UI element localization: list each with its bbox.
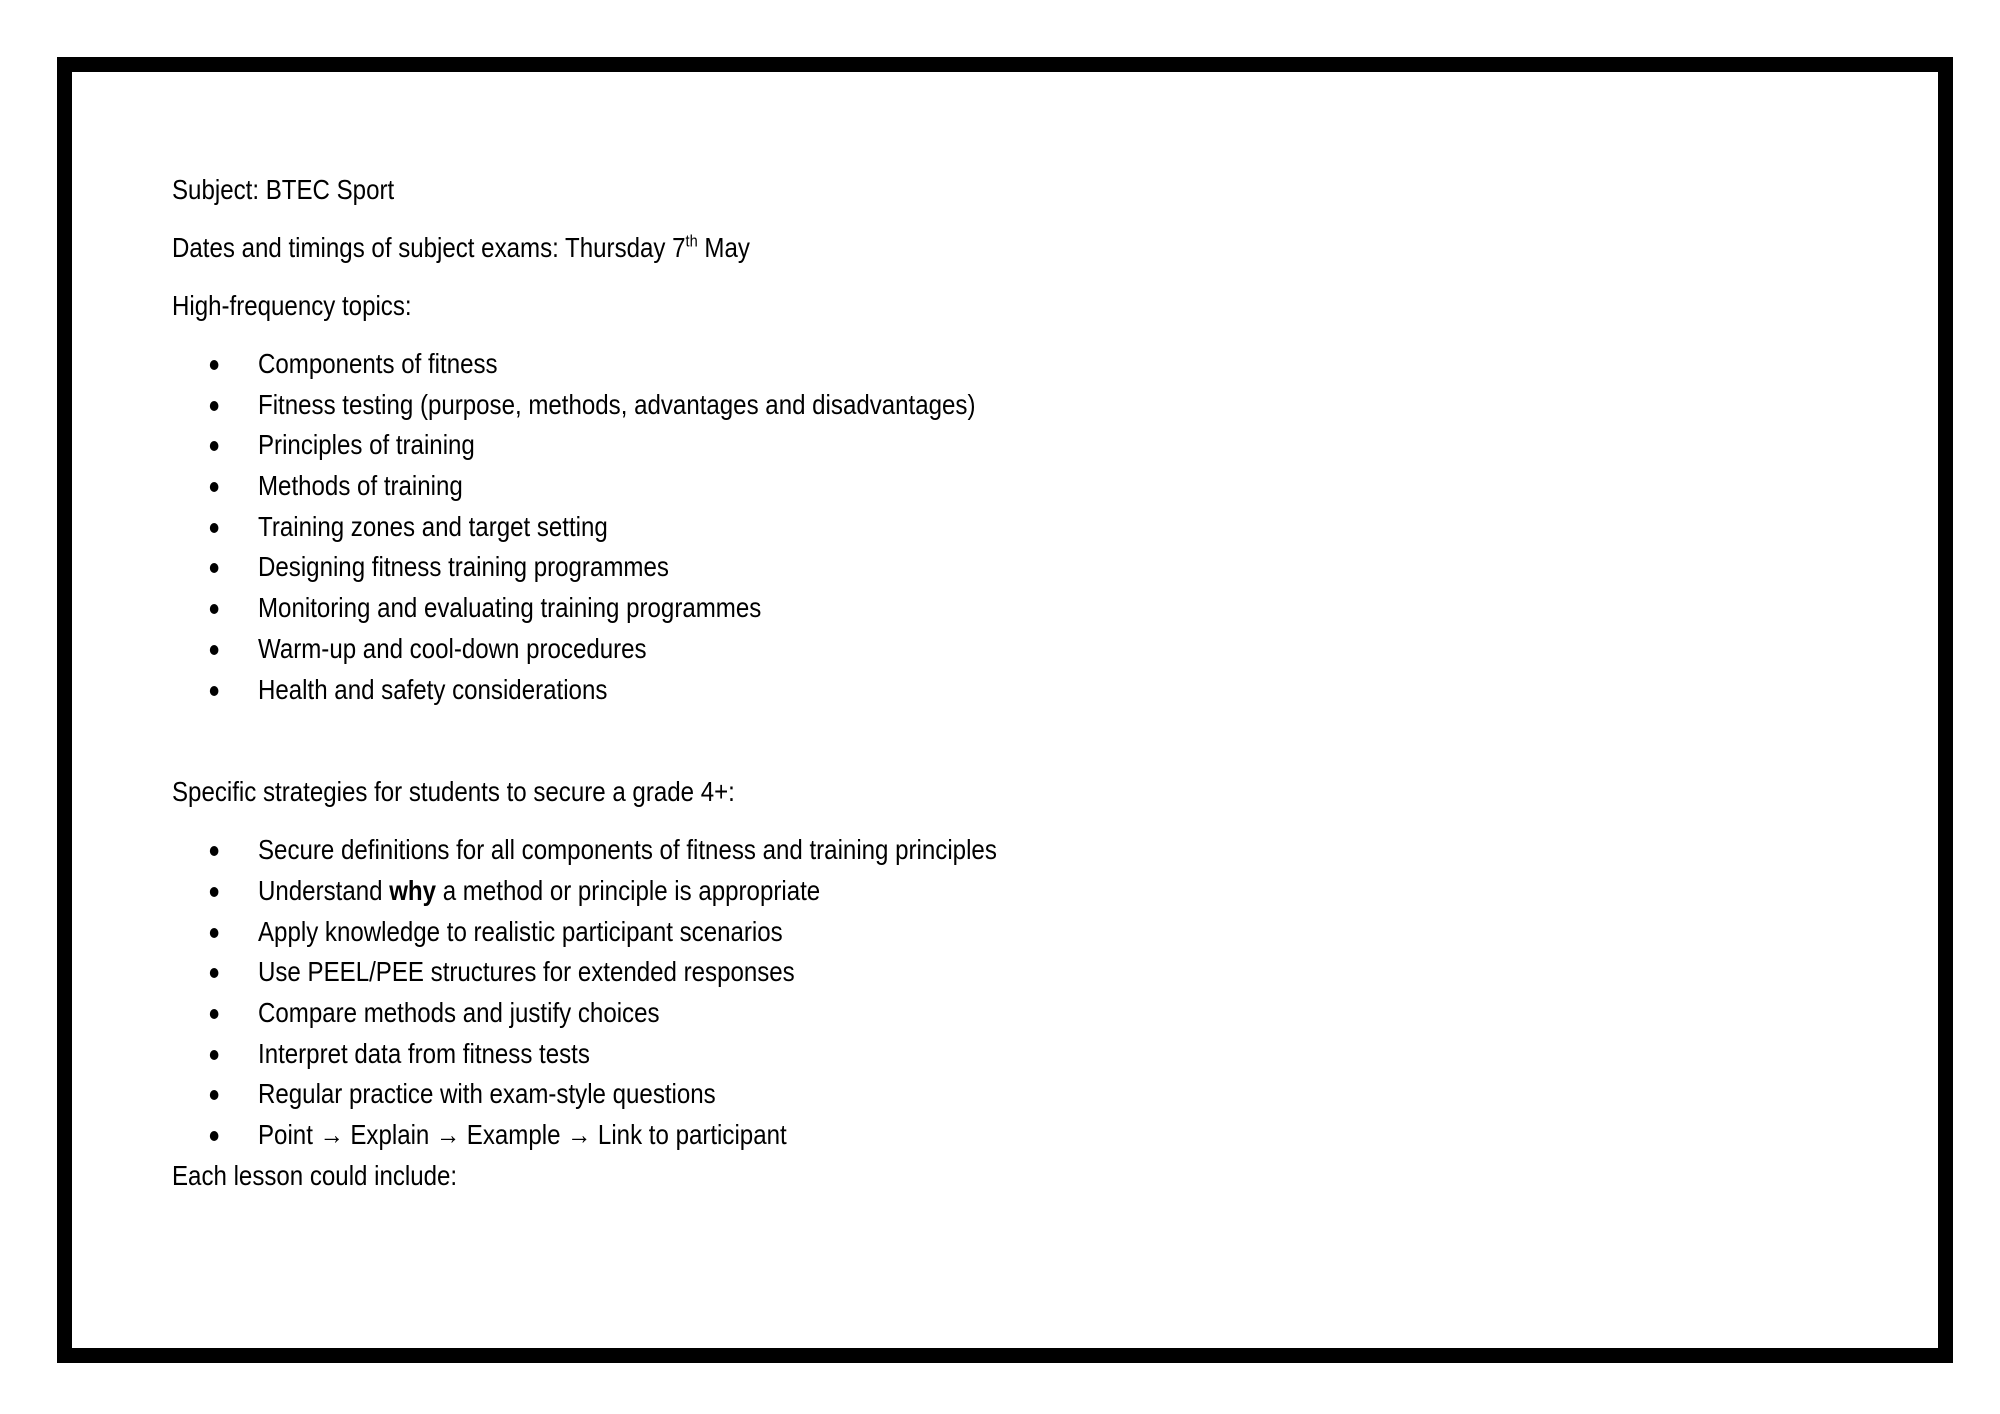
list-item: Designing fitness training programmes — [172, 547, 1634, 588]
bullet-icon — [210, 1131, 219, 1141]
section-spacer — [172, 710, 1634, 772]
list-item: Secure definitions for all components of fitness and training principles — [172, 830, 1634, 871]
list-item: Methods of training — [172, 466, 1634, 507]
emphasis-why: why — [389, 874, 437, 906]
list-item: Understand why a method or principle is appropriate — [172, 871, 1634, 912]
bullet-icon — [210, 846, 219, 856]
strategies-list — [172, 830, 1634, 1156]
strategies-heading: Specific strategies for students to secure a grade 4+: — [172, 776, 735, 808]
bullet-icon — [210, 563, 219, 573]
bullet-icon — [210, 887, 219, 897]
list-item: Health and safety considerations — [172, 670, 1634, 711]
list-item: Monitoring and evaluating training programmes — [172, 588, 1634, 629]
bullet-icon — [210, 645, 219, 655]
list-item: Compare methods and justify choices — [172, 993, 1634, 1034]
bullet-icon — [210, 968, 219, 978]
bullet-icon — [210, 441, 219, 451]
bullet-icon — [210, 360, 219, 370]
subject-label: Subject: — [172, 174, 260, 205]
list-item: Interpret data from fitness tests — [172, 1034, 1634, 1075]
list-item: Principles of training — [172, 425, 1634, 466]
bullet-icon — [210, 604, 219, 614]
subject-line — [172, 170, 1634, 210]
list-item: Use PEEL/PEE structures for extended responses — [172, 952, 1634, 993]
bullet-icon — [210, 1009, 219, 1019]
document-body — [172, 170, 1634, 1214]
list-item: Fitness testing (purpose, methods, advantages and disadvantages) — [172, 385, 1634, 426]
topics-heading: High-frequency topics: — [172, 290, 412, 321]
exam-day-suffix: th — [685, 231, 698, 251]
topics-list — [172, 344, 1634, 710]
list-item: Regular practice with exam-style questions — [172, 1074, 1634, 1115]
exam-dates-line — [172, 228, 1634, 268]
bullet-icon — [210, 401, 219, 411]
bullet-icon — [210, 1050, 219, 1060]
list-item: Apply knowledge to realistic participant scenarios — [172, 912, 1634, 953]
list-item: Warm-up and cool-down procedures — [172, 629, 1634, 670]
exam-month: May — [704, 232, 750, 263]
lesson-heading: Each lesson could include: — [172, 1159, 458, 1191]
bullet-icon — [210, 686, 219, 696]
bullet-icon — [210, 523, 219, 533]
subject-value: BTEC Sport — [265, 174, 395, 205]
bullet-icon — [210, 482, 219, 492]
exam-day: Thursday 7 — [565, 232, 686, 263]
exam-dates-label: Dates and timings of subject exams: — [172, 232, 559, 263]
bullet-icon — [210, 1090, 219, 1100]
bullet-icon — [210, 928, 219, 938]
list-item: Training zones and target setting — [172, 507, 1634, 548]
list-item: Components of fitness — [172, 344, 1634, 385]
list-item: Point → Explain → Example → Link to participant — [172, 1115, 1634, 1156]
